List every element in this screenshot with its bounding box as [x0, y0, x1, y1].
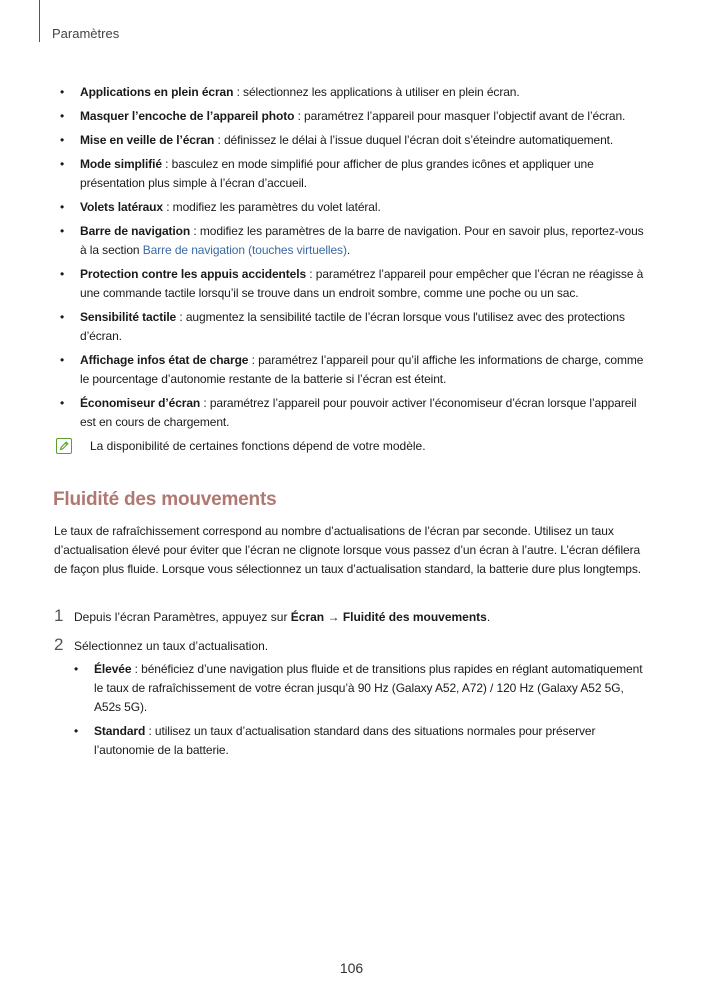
item-term: Volets latéraux: [80, 200, 163, 214]
item-description: : basculez en mode simplifié pour afficher de plus grandes icônes et appliquer une présentation plus simple à l’écran d’accueil.: [80, 157, 594, 190]
list-item: [68, 722, 650, 760]
bullet-icon: •: [60, 396, 65, 410]
bullet-icon: •: [60, 200, 65, 214]
item-description: : augmentez la sensibilité tactile de l’écran lorsque vous l'utilisez avec des protections d’écran.: [80, 310, 625, 343]
arrow-icon: →: [324, 610, 343, 624]
step-2: [54, 635, 650, 655]
item-description: : paramétrez l’appareil pour empêcher que l’écran ne réagisse à une commande tactile lorsqu’il se trouve dans un endroit sombre, comme une poche ou un sac.: [80, 267, 644, 300]
list-item: [54, 83, 649, 102]
item-term: Élevée: [94, 662, 132, 676]
item-term: Affichage infos état de charge: [80, 353, 249, 367]
step-text-start: Depuis l’écran Paramètres, appuyez sur: [74, 610, 291, 624]
item-description: : sélectionnez les applications à utiliser en plein écran.: [233, 85, 520, 99]
item-term: Barre de navigation: [80, 224, 191, 238]
bullet-icon: •: [60, 224, 65, 238]
bullet-icon: •: [74, 662, 79, 676]
item-description: : utilisez un taux d’actualisation standard dans des situations normales pour préserver l’autonomie de la batterie.: [94, 724, 596, 757]
step-text-end: .: [486, 610, 491, 624]
header-divider: [39, 0, 40, 42]
step-text: [74, 609, 490, 625]
note-pencil-icon: [56, 438, 72, 454]
list-item: [54, 308, 649, 346]
bullet-icon: •: [60, 353, 65, 367]
bullet-icon: •: [60, 109, 65, 123]
step-text: Sélectionnez un taux d’actualisation.: [74, 639, 269, 653]
item-term: Standard: [94, 724, 146, 738]
item-term: Protection contre les appuis accidentels: [80, 267, 307, 281]
item-term: Applications en plein écran: [80, 85, 234, 99]
item-term: Mode simplifié: [80, 157, 162, 171]
item-description: : définissez le délai à l’issue duquel l’écran doit s’éteindre automatiquement.: [214, 133, 614, 147]
item-description: : modifiez les paramètres de la barre de navigation. Pour en savoir plus, reportez-vous à la section: [80, 224, 644, 257]
step-menu-ecran: Écran: [290, 610, 325, 624]
section-intro: Le taux de rafraîchissement correspond au nombre d’actualisations de l’écran par seconde. Utilisez un taux d’actualisation élevé pour éviter que l’écran ne clignote lorsque vous passez d’un écran à l’autre. L’écran défilera de façon plus fluide. Lorsque vous sélectionnez un taux d’actualisation standard, la batterie dure plus longtemps.: [54, 524, 641, 576]
item-term: Masquer l’encoche de l’appareil photo: [80, 109, 295, 123]
item-description: : paramétrez l’appareil pour pouvoir activer l’économiseur d’écran lorsque l’appareil est en cours de chargement.: [80, 396, 637, 429]
bullet-icon: •: [60, 157, 65, 171]
list-item: [54, 107, 649, 126]
item-term: Mise en veille de l’écran: [80, 133, 215, 147]
item-term: Économiseur d’écran: [80, 396, 201, 410]
page-header-title: Paramètres: [52, 26, 120, 41]
item-description: : paramétrez l’appareil pour masquer l’objectif avant de l’écran.: [294, 109, 626, 123]
bullet-icon: •: [60, 133, 65, 147]
note-text: La disponibilité de certaines fonctions dépend de votre modèle.: [90, 439, 426, 453]
list-item: [54, 394, 649, 432]
step-number: 2: [54, 635, 64, 654]
step-menu-fluidite: Fluidité des mouvements: [342, 610, 487, 624]
list-item: [54, 131, 649, 150]
item-description: : paramétrez l’appareil pour qu’il affiche les informations de charge, comme le pourcentage d’autonomie restante de la batterie si l’écran est éteint.: [80, 353, 644, 386]
bullet-icon: •: [60, 267, 65, 281]
refresh-rate-options: [68, 660, 650, 765]
item-description: : modifiez les paramètres du volet latéral.: [162, 200, 381, 214]
note-box: [54, 436, 649, 458]
page-number: 106: [339, 960, 364, 976]
list-item: [54, 265, 649, 303]
item-description: : bénéficiez d’une navigation plus fluide et de transitions plus rapides en réglant automatiquement le taux de rafraîchissement de votre écran jusqu’à 90 Hz (Galaxy A52, A72) / 120 Hz (Galaxy A52 5G, A52s 5G).: [94, 662, 643, 714]
bullet-icon: •: [74, 724, 79, 738]
list-item: [54, 351, 649, 389]
navigation-bar-link[interactable]: Barre de navigation (touches virtuelles): [142, 243, 347, 257]
section-title: Fluidité des mouvements: [53, 489, 277, 510]
bullet-icon: •: [60, 85, 65, 99]
list-item: [54, 222, 649, 260]
step-1: [54, 606, 650, 626]
bullet-icon: •: [60, 310, 65, 324]
settings-bullet-list: [54, 83, 649, 437]
list-item: [54, 198, 649, 217]
step-number: 1: [54, 606, 64, 625]
list-item: [54, 155, 649, 193]
item-description-end: .: [346, 243, 351, 257]
item-term: Sensibilité tactile: [80, 310, 177, 324]
list-item: [68, 660, 650, 717]
